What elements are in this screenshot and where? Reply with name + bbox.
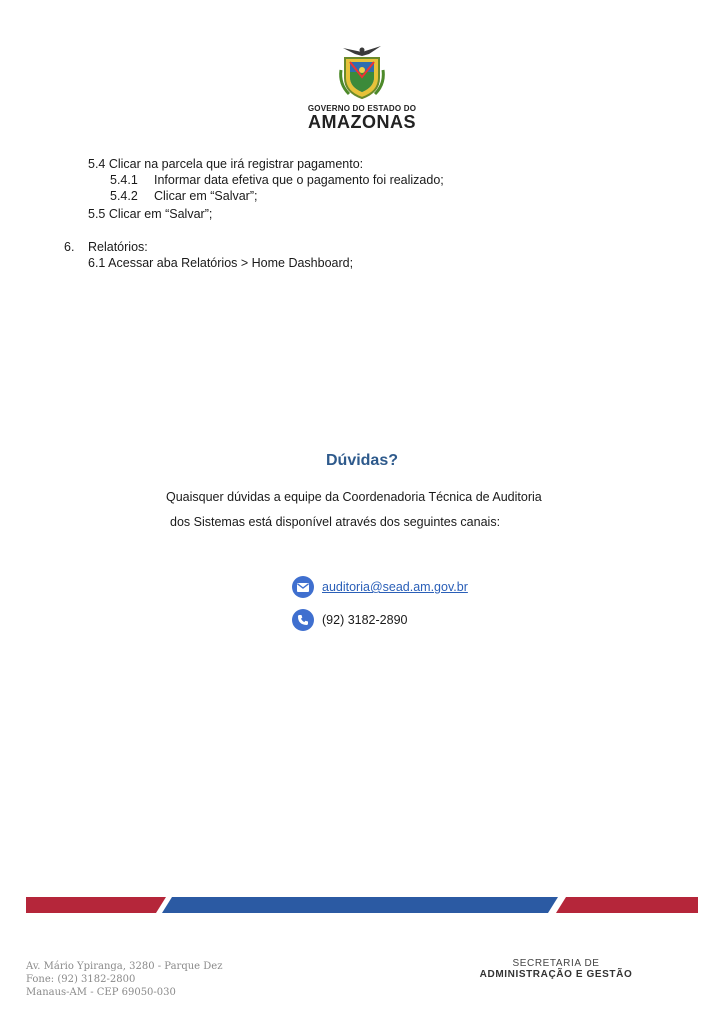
step-text: Informar data efetiva que o pagamento foi realizado; bbox=[154, 173, 444, 187]
secretaria-logo bbox=[478, 958, 634, 980]
step-number: 5.4.1 bbox=[110, 173, 138, 187]
step-5-4: 5.4 Clicar na parcela que irá registrar pagamento: bbox=[88, 157, 364, 171]
step-5-4-2 bbox=[110, 188, 258, 204]
secretaria-top: SECRETARIA DE bbox=[512, 958, 600, 969]
stripe-red-left bbox=[26, 897, 166, 913]
step-5-5: 5.5 Clicar em “Salvar”; bbox=[88, 207, 213, 221]
secretaria-bottom: ADMINISTRAÇÃO E GESTÃO bbox=[479, 969, 633, 980]
duvidas-intro-line-2: dos Sistemas está disponível através dos seguintes canais: bbox=[170, 515, 501, 529]
header-logo bbox=[300, 40, 424, 140]
government-label: GOVERNO DO ESTADO DO bbox=[307, 104, 417, 113]
phone-number: (92) 3182-2890 bbox=[322, 613, 408, 627]
duvidas-title: Dúvidas? bbox=[325, 452, 398, 469]
step-5-4-1 bbox=[110, 172, 444, 188]
stripe-blue-center bbox=[162, 897, 558, 913]
step-text: Clicar em “Salvar”; bbox=[154, 189, 258, 203]
step-text: Relatórios: bbox=[88, 240, 148, 254]
email-link[interactable]: auditoria@sead.am.gov.br bbox=[322, 580, 468, 594]
address-line-2: Fone: (92) 3182-2800 bbox=[26, 974, 136, 985]
step-6 bbox=[64, 239, 148, 255]
step-number: 6. bbox=[64, 240, 75, 254]
phone-icon bbox=[292, 609, 314, 631]
footer-address bbox=[26, 960, 222, 999]
state-name: AMAZONAS bbox=[308, 112, 416, 132]
stripe-red-right bbox=[556, 897, 698, 913]
state-crest-icon bbox=[335, 40, 389, 102]
phone-contact bbox=[292, 609, 407, 631]
step-number: 5.4.2 bbox=[110, 189, 138, 203]
duvidas-intro-line-1: Quaisquer dúvidas a equipe da Coordenadoria Técnica de Auditoria bbox=[166, 490, 542, 504]
address-line-3: Manaus-AM - CEP 69050-030 bbox=[26, 987, 176, 998]
footer-stripes bbox=[0, 896, 724, 916]
email-contact bbox=[292, 576, 468, 598]
step-6-1: 6.1 Acessar aba Relatórios > Home Dashboard; bbox=[88, 256, 354, 270]
mail-icon bbox=[292, 576, 314, 598]
address-line-1: Av. Mário Ypiranga, 3280 - Parque Dez bbox=[26, 961, 223, 972]
